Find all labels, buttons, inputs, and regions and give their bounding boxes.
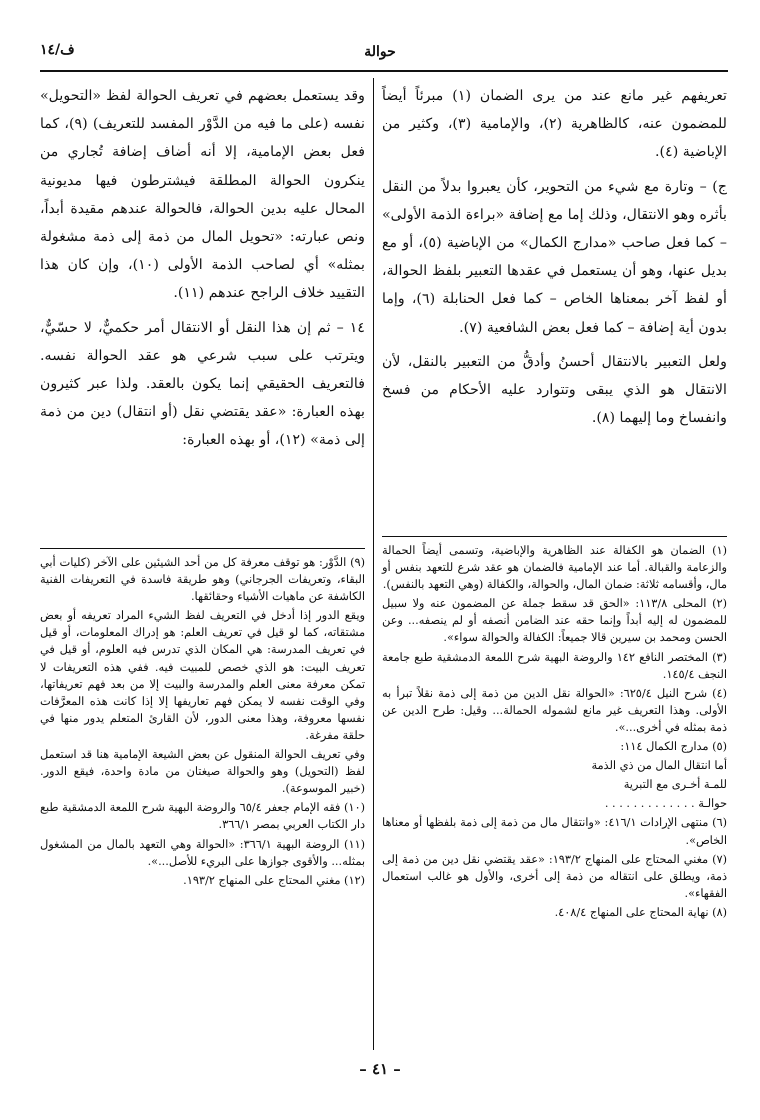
left-column-body — [40, 82, 365, 461]
paragraph: تعريفهم غير مانع عند من يرى الضمان (١) مبرئاً أيضاً للمضمون عنه، كالظاهرية (٢)، والإمامية (٣)، وكثير من الإباضية (٤). — [382, 88, 728, 161]
left-column-footnotes — [40, 554, 365, 891]
footnote: وفي تعريف الحوالة المنقول عن بعض الشيعة الإمامية هنا قد استعمل لفظ (التحويل) وهو والحوالة صيغتان من مادة واحدة، فيقع الدور. (خبير الموسوعة). — [40, 748, 365, 796]
footnote: (٥) مدارج الكمال ١١٤: — [620, 740, 727, 754]
footnote: (٦) منتهى الإرادات ٤١٦/١: «وانتقال مال من ذمة إلى ذمة بلفظها أو معناها الخاص». — [382, 816, 727, 847]
poem-line: حوالـة . . . . . . . . . . . . . — [604, 797, 727, 811]
footnote: (٩) الدَّوْر: هو توقف معرفة كل من أحد الشيئين على الآخر (كليات أبي البقاء، وتعريفات الجرجاني) وهو طريقة فاسدة في التعريفات الفنية الكاشفة عن ماهيات الأشياء وحقائقها. — [40, 556, 365, 604]
column-divider — [373, 78, 374, 1050]
right-column-footnotes — [382, 542, 727, 923]
paragraph: ج) – وتارة مع شيء من التحوير، كأن يعبروا بدلاً من النقل بأثره وهو الانتقال، وذلك إما مع إضافة «براءة الذمة الأولى» – كما فعل صاحب «مدارج الكمال» من الإباضية (٥)، أو مع بديل عنها، وهو أن يستعمل في عقدها التعبير بلفظ الحوالة، أو لفظ آخر بمعناها الخاص – كما فعل الحنابلة (٦)، وإما بدون أية إضافة – كما فعل بعض الشافعية (٧). — [382, 178, 728, 336]
footnote: (٧) مغني المحتاج على المنهاج ١٩٣/٢: «عقد يقتضي نقل دين من ذمة إلى ذمة، ويطلق على انتقاله من ذمة إلى أخرى، والأول هو غالب استعمال الفقهاء». — [382, 852, 727, 900]
paragraph: ١٤ – ثم إن هذا النقل أو الانتقال أمر حكميٌّ، لا حسّيٌّ، ويترتب على سبب شرعي هو عقد الحوالة نفسه. فالتعريف الحقيقي إنما يكون بالعقد. ولذا عبر كثيرون بهذه العبارة: «عقد يقتضي نقل (أو انتقال) دين من ذمة إلى ذمة» (١٢)، أو بهذه العبارة: — [40, 319, 365, 449]
footnote: ويقع الدور إذا أدخل في التعريف لفظ الشيء المراد تعريفه أو بعض مشتقاته، كما لو قيل في تعريف العلم: هو إدراك المعلومات، أو قيل في تعريف المدرسة: هي المكان الذي تدرس فيه العلوم، أو قيل في تعريف البيت: هو الذي خصص للمبيت فيه. ففي هذه التعريفات لا تمكن معرفة معنى العلم والمدرسة والبيت إلا من بعد فهم تعريفاتها، وفي الوقت نفسه لا يمكن فهم تعاريفها إلا إذا كانت هذه المعرَّفات نفسها معروفة، وهذا معنى الدور، لأن القارئ المتعلم يدور منها في حلقة مفرغة. — [40, 609, 365, 742]
running-header-title: حوالة — [364, 44, 396, 60]
running-header-ref: ف/١٤ — [40, 42, 75, 58]
footnote: (١٢) مغني المحتاج على المنهاج ١٩٣/٢. — [183, 873, 365, 887]
footnote: (٣) المختصر النافع ١٤٢ والروضة البهية شرح اللمعة الدمشقية طبع جامعة النجف ١٤٥/٤. — [382, 650, 727, 681]
poem-line: أما انتقال المال من ذي الذمة — [591, 759, 727, 773]
paragraph: وقد يستعمل بعضهم في تعريف الحوالة لفظ «التحويل» نفسه (على ما فيه من الدَّوْر المفسد للتعريف) (٩)، كما فعل بعض الإمامية، إلا أنه أضاف إضافة تُجاري من ينكرون الحوالة المطلقة فيشترطون فيها مديونية المحال عليه بدين الحوالة، فالحوالة عندهم مقيدة أبداً، ونص عبارته: «تحويل المال من ذمة إلى ذمة مشغولة بمثله» أي لصاحب الذمة الأولى (١٠)، وإن كان هذا التقييد خلاف الراجح عندهم (١١). — [40, 88, 365, 302]
footnote: (٤) شرح النيل ٦٢٥/٤: «الحوالة نقل الدين من ذمة إلى ذمة نقلاً تبرأ به الأولى. وهذا التعريف غير مانع لشموله الحمالة... وقيل: طرح الدين عن ذمة بمثله في أخرى...». — [382, 686, 727, 734]
page-number: – ٤١ – — [359, 1060, 401, 1078]
right-column-body — [382, 82, 727, 438]
footnote: (١) الضمان هو الكفالة عند الظاهرية والإباضية، وتسمى أيضاً الحمالة والزعامة والقبالة. أما عند الإمامية فالضمان هو عقد شرع للتعهد بنفس أو مال، وأقسامه ثلاثة: ضمان المال، والحوالة، والكفالة (وهي التعهد بالنفس). — [382, 544, 727, 592]
footnote-rule-left — [40, 548, 365, 549]
paragraph: ولعل التعبير بالانتقال أحسنُ وأدقُّ من التعبير بالنقل، لأن الانتقال هو الذي يبقى وتتوارد عليه الأحكام من فسخ وانفساخ وما إليهما (٨). — [382, 353, 727, 427]
poem-line: للمـة أخـرى مع التبرية — [623, 778, 727, 792]
footnote: (١١) الروضة البهية ٣٦٦/١: «الحوالة وهي التعهد بالمال من المشغول بمثله... والأقوى جوازها على البريء للأصل...». — [40, 837, 366, 868]
footnote: (١٠) فقه الإمام جعفر ٦٥/٤ والروضة البهية شرح اللمعة الدمشقية طبع دار الكتاب العربي بمصر ٣٦٦/١. — [40, 801, 365, 832]
header-rule — [40, 70, 728, 72]
footnote-rule-right — [382, 536, 727, 537]
footnote: (٨) نهاية المحتاج على المنهاج ٤٠٨/٤. — [554, 905, 727, 919]
footnote: (٢) المحلى ١١٣/٨: «الحق قد سقط جملة عن المضمون عنه ولا سبيل للمضمون له إليه أبداً وإنما حقه عند الضامن أنصفه أو لم ينصفه... وعن الحسن ومحمد بن سيرين قالا جميعاً: الكفالة والحوالة سواء». — [382, 597, 727, 645]
